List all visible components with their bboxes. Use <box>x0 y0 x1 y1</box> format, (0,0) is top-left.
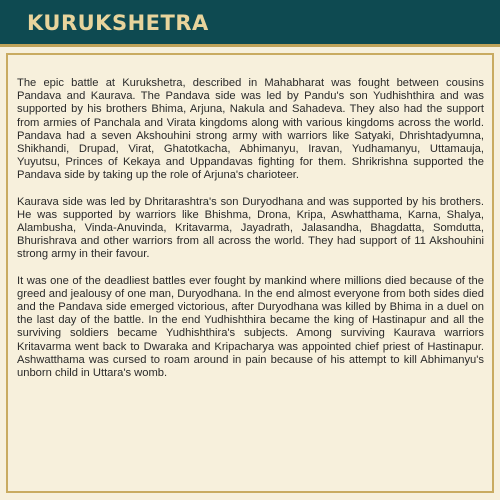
article-body <box>17 77 484 393</box>
paragraph-outcome: It was one of the deadliest battles ever fought by mankind where millions died because of the greed and jealousy of one man, Duryodhana. In the end almost everyone from both sides died and the Pandava side emerged victorious, after Duryodhana was killed by Bhima in a duel on the last day of the battle. In the end Yudhishthira became the king of Hastinapur and all the surviving soldiers became Yudhishthira's subjects. Among surviving Kaurava warriors Kritavarma went back to Dwaraka and Kripacharya was appointed chief priest of Hastinapur. Ashwatthama was cursed to roam around in pain because of his attempt to kill Abhimanyu's unborn child in Uttara's womb. <box>17 274 484 380</box>
header-bar <box>0 0 500 47</box>
page-title: KURUKSHETRA <box>27 11 209 35</box>
paragraph-kaurava: Kaurava side was led by Dhritarashtra's son Duryodhana and was supported by his brothers. He was supported by warriors like Bhishma, Drona, Kripa, Aswhatthama, Karna, Shalya, Alambusha, Vinda-Anuvinda, Kritavarma, Jayadrath, Jalasandha, Bhagdatta, Somdutta, Bhurishrava and other warriors from all across the world. They had support of 11 Akshouhini strong army in their favour. <box>17 195 484 261</box>
paragraph-pandava: The epic battle at Kurukshetra, described in Mahabharat was fought between cousins Pandava and Kaurava. The Pandava side was led by Pandu's son Yudhishthira and was supported by his brothers Bhima, Arjuna, Nakula and Sahadeva. They also had the support from armies of Panchala and Virata kingdoms along with various kingdoms across the world. Pandava had a seven Akshouhini strong army with warriors like Satyaki, Dhrishtadyumna, Shikhandi, Drupad, Virat, Ghatotkacha, Abhimanyu, Iravan, Yudhamanyu, Uttamauja, Yuyutsu, Princes of Kekaya and Uppandavas fighting for them. Shrikrishna supported the Pandava side by taking up the role of Arjuna's charioteer. <box>17 77 484 182</box>
